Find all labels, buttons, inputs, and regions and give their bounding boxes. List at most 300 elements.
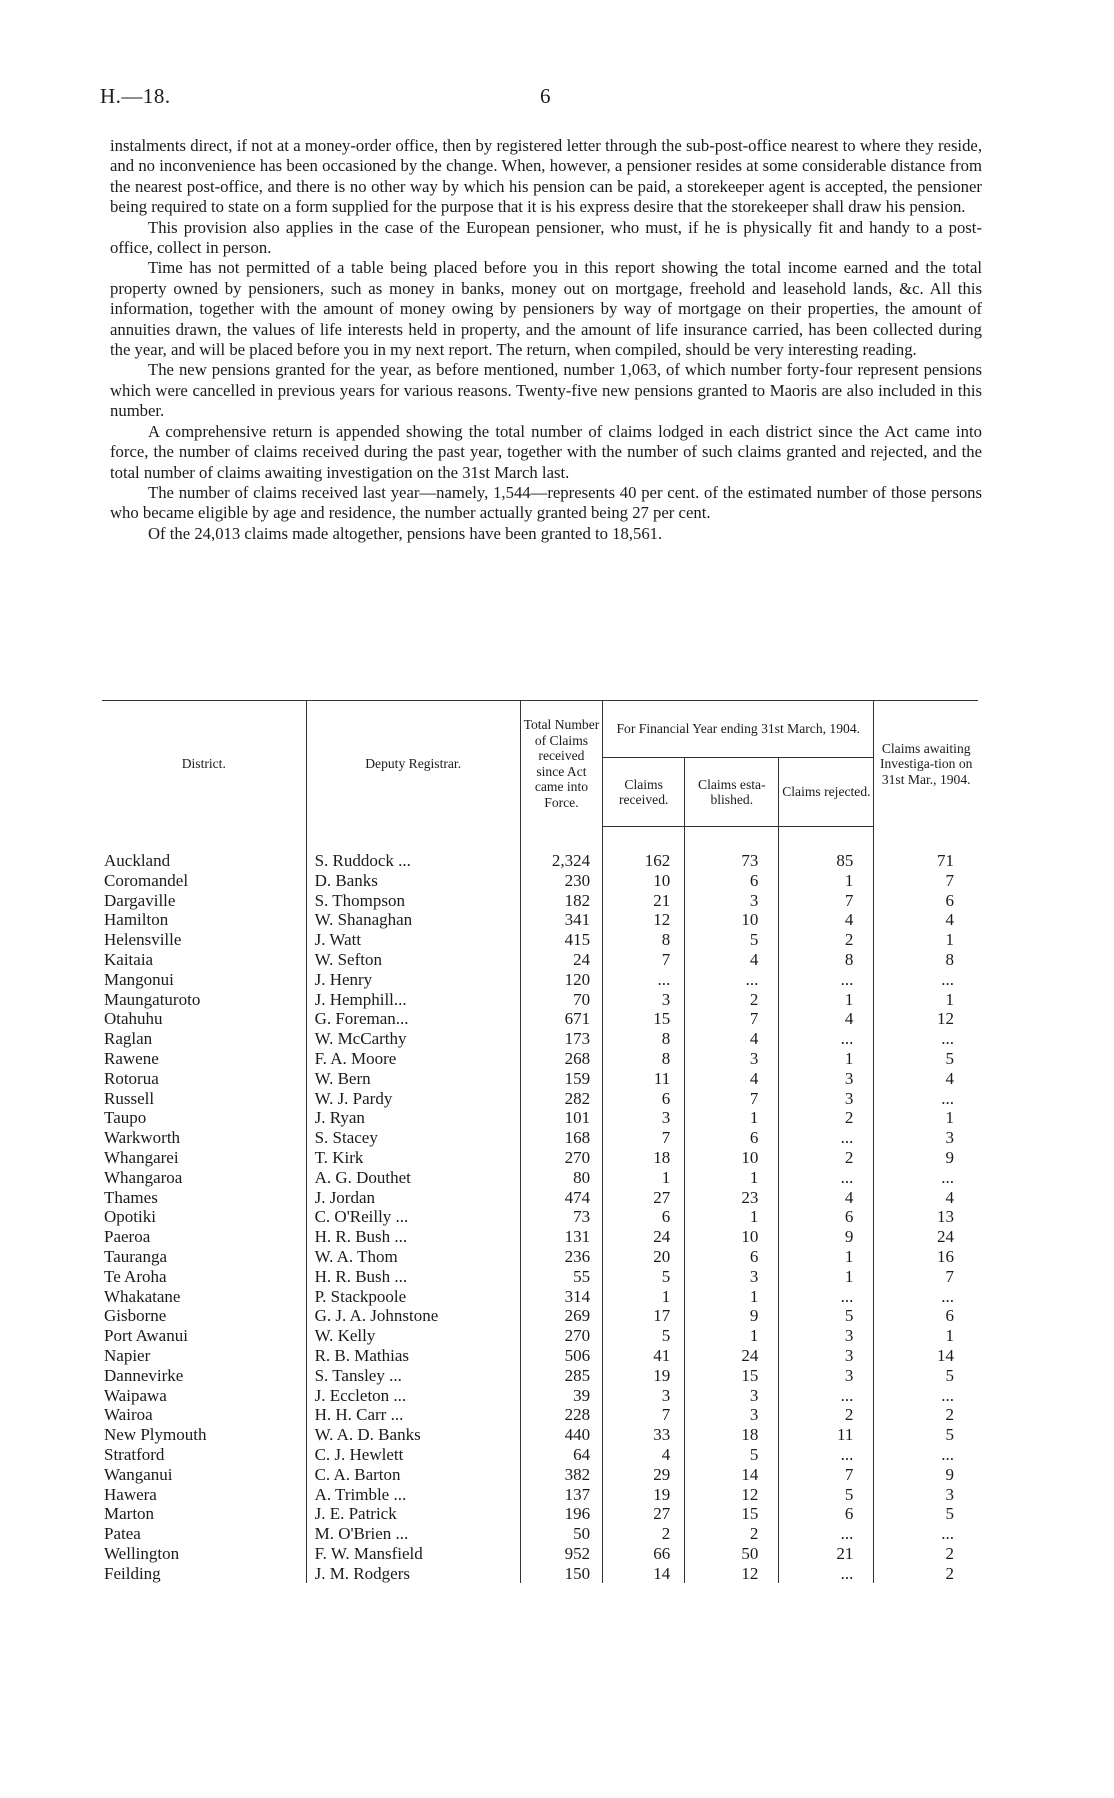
district-cell: Wairoa: [104, 1405, 153, 1425]
total-claims-cell: 230: [520, 871, 602, 891]
claims-received-cell: 12: [603, 910, 685, 930]
received-column-header: Claims received.: [603, 758, 685, 827]
district-column-header: District.: [102, 701, 306, 827]
claims-awaiting-cell: 8: [874, 950, 978, 970]
total-claims-cell: 182: [520, 891, 602, 911]
claims-established-cell: 7: [685, 1089, 779, 1109]
table-spacer-row: [102, 827, 978, 852]
total-claims-cell: 137: [520, 1485, 602, 1505]
claims-rejected-cell: 21: [779, 1544, 874, 1564]
claims-received-cell: 21: [603, 891, 685, 911]
claims-established-cell: 23: [685, 1188, 779, 1208]
table-row: [102, 1148, 978, 1168]
claims-awaiting-cell: 4: [874, 1188, 978, 1208]
district-cell: Feilding: [104, 1563, 161, 1583]
table-row: [102, 1386, 978, 1406]
total-claims-cell: 150: [520, 1564, 602, 1584]
district-cell: Auckland: [104, 851, 171, 870]
table-row: [102, 1227, 978, 1247]
registrar-column-header: Deputy Registrar.: [306, 701, 520, 827]
table-row: [102, 910, 978, 930]
claims-received-cell: 7: [603, 950, 685, 970]
table-row: [102, 1287, 978, 1307]
claims-established-cell: 7: [685, 1009, 779, 1029]
total-claims-cell: 120: [520, 970, 602, 990]
registrar-cell: G. Foreman...: [306, 1009, 520, 1029]
claims-established-cell: 3: [685, 1386, 779, 1406]
table-row: [102, 1207, 978, 1227]
district-cell: Thames: [104, 1187, 158, 1207]
registrar-cell: H. R. Bush ...: [306, 1227, 520, 1247]
claims-rejected-cell: 7: [779, 891, 874, 911]
claims-received-cell: 8: [603, 1049, 685, 1069]
table-row: [102, 930, 978, 950]
claims-rejected-cell: 3: [779, 1366, 874, 1386]
district-cell: Mangonui: [104, 969, 174, 989]
claims-established-cell: 5: [685, 930, 779, 950]
registrar-cell: P. Stackpoole: [306, 1287, 520, 1307]
claims-established-cell: 1: [685, 1168, 779, 1188]
total-claims-cell: 159: [520, 1069, 602, 1089]
district-cell: Hawera: [104, 1484, 157, 1504]
claims-rejected-cell: ...: [779, 1287, 874, 1307]
registrar-cell: S. Ruddock ...: [306, 851, 520, 871]
claims-established-cell: 24: [685, 1346, 779, 1366]
page-header: [100, 84, 980, 114]
table-row: [102, 1247, 978, 1267]
claims-received-cell: 1: [603, 1287, 685, 1307]
total-claims-cell: 228: [520, 1405, 602, 1425]
table-row: [102, 1504, 978, 1524]
table-row: [102, 1465, 978, 1485]
claims-rejected-cell: 6: [779, 1504, 874, 1524]
table-row: [102, 1405, 978, 1425]
district-cell: Maungaturoto: [104, 989, 201, 1009]
claims-awaiting-cell: 7: [874, 871, 978, 891]
claims-rejected-cell: 7: [779, 1465, 874, 1485]
claims-established-cell: 1: [685, 1108, 779, 1128]
district-cell: Gisborne: [104, 1306, 167, 1326]
claims-rejected-cell: 1: [779, 1247, 874, 1267]
table-row: [102, 1445, 978, 1465]
claims-rejected-cell: 5: [779, 1306, 874, 1326]
claims-received-cell: 8: [603, 930, 685, 950]
claims-received-cell: 4: [603, 1445, 685, 1465]
claims-received-cell: 6: [603, 1207, 685, 1227]
registrar-cell: F. A. Moore: [306, 1049, 520, 1069]
district-cell: Dannevirke: [104, 1365, 184, 1385]
claims-awaiting-cell: 6: [874, 1306, 978, 1326]
claims-received-cell: 10: [603, 871, 685, 891]
awaiting-column-header: Claims awaiting Investiga-tion on 31st Mar., 1904.: [874, 701, 978, 827]
registrar-cell: J. Ryan: [306, 1108, 520, 1128]
claims-established-cell: 6: [685, 1247, 779, 1267]
claims-awaiting-cell: ...: [874, 970, 978, 990]
claims-received-cell: 3: [603, 990, 685, 1010]
table-row: [102, 1089, 978, 1109]
registrar-cell: W. McCarthy: [306, 1029, 520, 1049]
claims-established-cell: 15: [685, 1504, 779, 1524]
claims-awaiting-cell: ...: [874, 1089, 978, 1109]
registrar-cell: J. Eccleton ...: [306, 1386, 520, 1406]
total-claims-cell: 70: [520, 990, 602, 1010]
registrar-cell: H. R. Bush ...: [306, 1267, 520, 1287]
total-claims-cell: 506: [520, 1346, 602, 1366]
claims-established-cell: 6: [685, 1128, 779, 1148]
claims-awaiting-cell: ...: [874, 1029, 978, 1049]
total-claims-cell: 474: [520, 1188, 602, 1208]
claims-established-cell: 12: [685, 1564, 779, 1584]
district-cell: Helensville: [104, 930, 182, 950]
table-row: [102, 970, 978, 990]
claims-established-cell: 10: [685, 910, 779, 930]
claims-rejected-cell: ...: [779, 1386, 874, 1406]
claims-established-cell: 10: [685, 1148, 779, 1168]
claims-rejected-cell: 6: [779, 1207, 874, 1227]
district-cell: Whangaroa: [104, 1167, 183, 1187]
claims-established-cell: 1: [685, 1287, 779, 1307]
claims-received-cell: 41: [603, 1346, 685, 1366]
district-cell: Taupo: [104, 1108, 147, 1128]
claims-rejected-cell: 1: [779, 990, 874, 1010]
district-cell: Otahuhu: [104, 1009, 163, 1029]
paragraph: instalments direct, if not at a money-order office, then by registered letter through the sub-post-office nearest to where they reside, and no inconvenience has been occasioned by the change. When, however, a pensioner resides at some considerable distance from the nearest post-office, and there is no other way by which his pension can be paid, a storekeeper agent is accepted, the pensioner being required to state on a form supplied for the purpose that it is his express desire that the storekeeper shall draw his pension.: [110, 136, 982, 217]
total-claims-cell: 268: [520, 1049, 602, 1069]
claims-rejected-cell: 1: [779, 1049, 874, 1069]
claims-received-cell: 3: [603, 1386, 685, 1406]
total-claims-cell: 80: [520, 1168, 602, 1188]
claims-rejected-cell: 4: [779, 1188, 874, 1208]
claims-established-cell: 10: [685, 1227, 779, 1247]
claims-rejected-cell: 85: [779, 851, 874, 871]
registrar-cell: H. H. Carr ...: [306, 1405, 520, 1425]
table-row: [102, 871, 978, 891]
total-claims-cell: 173: [520, 1029, 602, 1049]
claims-awaiting-cell: 9: [874, 1148, 978, 1168]
registrar-cell: W. A. D. Banks: [306, 1425, 520, 1445]
claims-established-cell: 18: [685, 1425, 779, 1445]
table-body: [102, 827, 978, 1584]
claims-awaiting-cell: 5: [874, 1049, 978, 1069]
claims-established-cell: 3: [685, 891, 779, 911]
claims-established-cell: 4: [685, 950, 779, 970]
table-row: [102, 1564, 978, 1584]
claims-awaiting-cell: ...: [874, 1445, 978, 1465]
total-claims-cell: 440: [520, 1425, 602, 1445]
total-claims-cell: 270: [520, 1326, 602, 1346]
registrar-cell: S. Stacey: [306, 1128, 520, 1148]
paragraph: The new pensions granted for the year, as before mentioned, number 1,063, of which number forty-four represent pensions which were cancelled in previous years for various reasons. Twenty-five new pensions granted to Maoris are also included in this number.: [110, 360, 982, 421]
paragraph: Time has not permitted of a table being placed before you in this report showing the total income earned and the total property owned by pensioners, such as money in banks, money out on mortgage, freehold and leasehold lands, &c. All this information, together with the amount of money owing by pensioners by way of mortgage on their properties, the amount of annuities drawn, the values of life interests held in property, and the amount of life insurance carried, has been collected during the year, and will be placed before you in my next report. The return, when compiled, should be very interesting reading.: [110, 258, 982, 360]
registrar-cell: S. Thompson: [306, 891, 520, 911]
claims-received-cell: 5: [603, 1267, 685, 1287]
claims-table: [102, 700, 978, 1583]
claims-received-cell: 29: [603, 1465, 685, 1485]
registrar-cell: W. Shanaghan: [306, 910, 520, 930]
total-claims-cell: 39: [520, 1386, 602, 1406]
claims-rejected-cell: 2: [779, 930, 874, 950]
claims-rejected-cell: ...: [779, 1524, 874, 1544]
established-column-header: Claims esta-blished.: [685, 758, 779, 827]
table-row: [102, 1544, 978, 1564]
district-cell: Hamilton: [104, 910, 169, 930]
table-row: [102, 1485, 978, 1505]
claims-established-cell: 3: [685, 1267, 779, 1287]
registrar-cell: G. J. A. Johnstone: [306, 1306, 520, 1326]
paragraph: Of the 24,013 claims made altogether, pensions have been granted to 18,561.: [148, 523, 663, 543]
total-claims-column-header: Total Number of Claims received since Act came into Force.: [520, 701, 602, 827]
claims-awaiting-cell: 1: [874, 930, 978, 950]
district-cell: Opotiki: [104, 1207, 156, 1227]
claims-received-cell: 19: [603, 1485, 685, 1505]
total-claims-cell: 2,324: [520, 851, 602, 871]
claims-established-cell: 3: [685, 1405, 779, 1425]
registrar-cell: S. Tansley ...: [306, 1366, 520, 1386]
claims-established-cell: 4: [685, 1069, 779, 1089]
claims-established-cell: 1: [685, 1326, 779, 1346]
registrar-cell: M. O'Brien ...: [306, 1524, 520, 1544]
claims-awaiting-cell: 5: [874, 1366, 978, 1386]
claims-rejected-cell: 3: [779, 1346, 874, 1366]
claims-established-cell: 2: [685, 1524, 779, 1544]
registrar-cell: J. E. Patrick: [306, 1504, 520, 1524]
claims-rejected-cell: 11: [779, 1425, 874, 1445]
registrar-cell: T. Kirk: [306, 1148, 520, 1168]
claims-established-cell: 6: [685, 871, 779, 891]
claims-rejected-cell: 8: [779, 950, 874, 970]
table-row: [102, 1029, 978, 1049]
registrar-cell: W. A. Thom: [306, 1247, 520, 1267]
claims-rejected-cell: ...: [779, 1564, 874, 1584]
table-header: [102, 701, 978, 827]
district-cell: Port Awanui: [104, 1326, 188, 1346]
claims-awaiting-cell: 2: [874, 1564, 978, 1584]
claims-awaiting-cell: 4: [874, 910, 978, 930]
claims-rejected-cell: 2: [779, 1148, 874, 1168]
table-row: [102, 1267, 978, 1287]
total-claims-cell: 55: [520, 1267, 602, 1287]
registrar-cell: F. W. Mansfield: [306, 1544, 520, 1564]
claims-awaiting-cell: 6: [874, 891, 978, 911]
district-cell: Wellington: [104, 1543, 180, 1563]
district-cell: Paeroa: [104, 1227, 151, 1247]
claims-rejected-cell: 1: [779, 871, 874, 891]
registrar-cell: W. Sefton: [306, 950, 520, 970]
table-row: [102, 950, 978, 970]
district-cell: Tauranga: [104, 1246, 167, 1266]
claims-awaiting-cell: 1: [874, 1326, 978, 1346]
total-claims-cell: 285: [520, 1366, 602, 1386]
district-cell: Stratford: [104, 1444, 165, 1464]
claims-established-cell: 1: [685, 1207, 779, 1227]
district-cell: Marton: [104, 1504, 155, 1524]
registrar-cell: D. Banks: [306, 871, 520, 891]
claims-received-cell: 27: [603, 1504, 685, 1524]
claims-awaiting-cell: 9: [874, 1465, 978, 1485]
claims-received-cell: 19: [603, 1366, 685, 1386]
district-cell: Kaitaia: [104, 949, 154, 969]
claims-awaiting-cell: 16: [874, 1247, 978, 1267]
district-cell: Whakatane: [104, 1286, 181, 1306]
claims-rejected-cell: 3: [779, 1089, 874, 1109]
total-claims-cell: 314: [520, 1287, 602, 1307]
total-claims-cell: 236: [520, 1247, 602, 1267]
table-row: [102, 1524, 978, 1544]
claims-rejected-cell: 5: [779, 1485, 874, 1505]
registrar-cell: A. G. Douthet: [306, 1168, 520, 1188]
claims-established-cell: 50: [685, 1544, 779, 1564]
claims-established-cell: 5: [685, 1445, 779, 1465]
district-cell: Wanganui: [104, 1464, 173, 1484]
claims-received-cell: 24: [603, 1227, 685, 1247]
claims-established-cell: 3: [685, 1049, 779, 1069]
claims-rejected-cell: 3: [779, 1326, 874, 1346]
claims-received-cell: 1: [603, 1168, 685, 1188]
table-row: [102, 1049, 978, 1069]
registrar-cell: W. Kelly: [306, 1326, 520, 1346]
claims-received-cell: 5: [603, 1326, 685, 1346]
claims-received-cell: 20: [603, 1247, 685, 1267]
table-row: [102, 1069, 978, 1089]
claims-rejected-cell: 4: [779, 910, 874, 930]
claims-awaiting-cell: 5: [874, 1504, 978, 1524]
table-row: [102, 1108, 978, 1128]
registrar-cell: W. J. Pardy: [306, 1089, 520, 1109]
claims-rejected-cell: 3: [779, 1069, 874, 1089]
claims-awaiting-cell: 71: [874, 851, 978, 871]
table-row: [102, 990, 978, 1010]
claims-rejected-cell: 4: [779, 1009, 874, 1029]
total-claims-cell: 101: [520, 1108, 602, 1128]
table-row: [102, 1128, 978, 1148]
table-row: [102, 851, 978, 871]
claims-established-cell: ...: [685, 970, 779, 990]
claims-awaiting-cell: 2: [874, 1544, 978, 1564]
claims-rejected-cell: 2: [779, 1108, 874, 1128]
total-claims-cell: 952: [520, 1544, 602, 1564]
paragraph: This provision also applies in the case of the European pensioner, who must, if he is physically fit and handy to a post-office, collect in person.: [110, 217, 982, 258]
claims-awaiting-cell: 2: [874, 1405, 978, 1425]
claims-received-cell: 6: [603, 1089, 685, 1109]
district-cell: Rawene: [104, 1048, 159, 1068]
claims-table-container: [102, 700, 978, 1583]
district-cell: Patea: [104, 1524, 141, 1544]
district-cell: Russell: [104, 1088, 155, 1108]
table-row: [102, 1306, 978, 1326]
total-claims-cell: 415: [520, 930, 602, 950]
total-claims-cell: 131: [520, 1227, 602, 1247]
total-claims-cell: 270: [520, 1148, 602, 1168]
claims-received-cell: 7: [603, 1128, 685, 1148]
claims-established-cell: 12: [685, 1485, 779, 1505]
district-cell: Rotorua: [104, 1068, 159, 1088]
table-row: [102, 1188, 978, 1208]
claims-awaiting-cell: ...: [874, 1386, 978, 1406]
body-text: [110, 136, 982, 544]
total-claims-cell: 50: [520, 1524, 602, 1544]
claims-received-cell: 15: [603, 1009, 685, 1029]
total-claims-cell: 73: [520, 1207, 602, 1227]
total-claims-cell: 671: [520, 1009, 602, 1029]
table-row: [102, 1346, 978, 1366]
claims-received-cell: 3: [603, 1108, 685, 1128]
claims-established-cell: 2: [685, 990, 779, 1010]
registrar-cell: J. M. Rodgers: [306, 1564, 520, 1584]
claims-awaiting-cell: 1: [874, 990, 978, 1010]
paragraph: The number of claims received last year—namely, 1,544—represents 40 per cent. of the estimated number of those persons who became eligible by age and residence, the number actually granted being 27 per cent.: [110, 482, 982, 523]
district-cell: Te Aroha: [104, 1266, 167, 1286]
claims-rejected-cell: 1: [779, 1267, 874, 1287]
district-cell: Waipawa: [104, 1385, 167, 1405]
rejected-column-header: Claims rejected.: [779, 758, 874, 827]
claims-awaiting-cell: 7: [874, 1267, 978, 1287]
claims-awaiting-cell: 14: [874, 1346, 978, 1366]
claims-awaiting-cell: ...: [874, 1168, 978, 1188]
district-cell: Warkworth: [104, 1128, 181, 1148]
claims-received-cell: 18: [603, 1148, 685, 1168]
claims-awaiting-cell: 4: [874, 1069, 978, 1089]
registrar-cell: A. Trimble ...: [306, 1485, 520, 1505]
total-claims-cell: 382: [520, 1465, 602, 1485]
claims-rejected-cell: ...: [779, 970, 874, 990]
paragraph: A comprehensive return is appended showing the total number of claims lodged in each district since the Act came into force, the number of claims received during the past year, together with the number of such claims granted and rejected, and the total number of claims awaiting investigation on the 31st March last.: [110, 421, 982, 482]
registrar-cell: R. B. Mathias: [306, 1346, 520, 1366]
claims-established-cell: 15: [685, 1366, 779, 1386]
claims-awaiting-cell: 3: [874, 1128, 978, 1148]
claims-received-cell: 17: [603, 1306, 685, 1326]
claims-awaiting-cell: 13: [874, 1207, 978, 1227]
claims-rejected-cell: ...: [779, 1445, 874, 1465]
claims-rejected-cell: 9: [779, 1227, 874, 1247]
registrar-cell: J. Henry: [306, 970, 520, 990]
table-row: [102, 1009, 978, 1029]
registrar-cell: J. Watt: [306, 930, 520, 950]
claims-received-cell: 33: [603, 1425, 685, 1445]
claims-received-cell: ...: [603, 970, 685, 990]
claims-awaiting-cell: 3: [874, 1485, 978, 1505]
document-reference: H.—18.: [100, 84, 171, 108]
registrar-cell: W. Bern: [306, 1069, 520, 1089]
claims-rejected-cell: ...: [779, 1029, 874, 1049]
page-number: 6: [540, 84, 551, 108]
district-cell: Whangarei: [104, 1147, 179, 1167]
claims-received-cell: 11: [603, 1069, 685, 1089]
registrar-cell: J. Jordan: [306, 1188, 520, 1208]
district-cell: Dargaville: [104, 890, 176, 910]
registrar-cell: C. J. Hewlett: [306, 1445, 520, 1465]
claims-established-cell: 73: [685, 851, 779, 871]
total-claims-cell: 269: [520, 1306, 602, 1326]
claims-received-cell: 14: [603, 1564, 685, 1584]
claims-received-cell: 2: [603, 1524, 685, 1544]
total-claims-cell: 64: [520, 1445, 602, 1465]
claims-awaiting-cell: 24: [874, 1227, 978, 1247]
claims-awaiting-cell: 5: [874, 1425, 978, 1445]
claims-received-cell: 27: [603, 1188, 685, 1208]
claims-established-cell: 4: [685, 1029, 779, 1049]
claims-established-cell: 9: [685, 1306, 779, 1326]
claims-rejected-cell: ...: [779, 1168, 874, 1188]
registrar-cell: C. A. Barton: [306, 1465, 520, 1485]
claims-awaiting-cell: 12: [874, 1009, 978, 1029]
table-row: [102, 1366, 978, 1386]
district-cell: Napier: [104, 1345, 151, 1365]
total-claims-cell: 341: [520, 910, 602, 930]
district-cell: Coromandel: [104, 870, 189, 890]
claims-received-cell: 66: [603, 1544, 685, 1564]
table-row: [102, 891, 978, 911]
claims-rejected-cell: 2: [779, 1405, 874, 1425]
